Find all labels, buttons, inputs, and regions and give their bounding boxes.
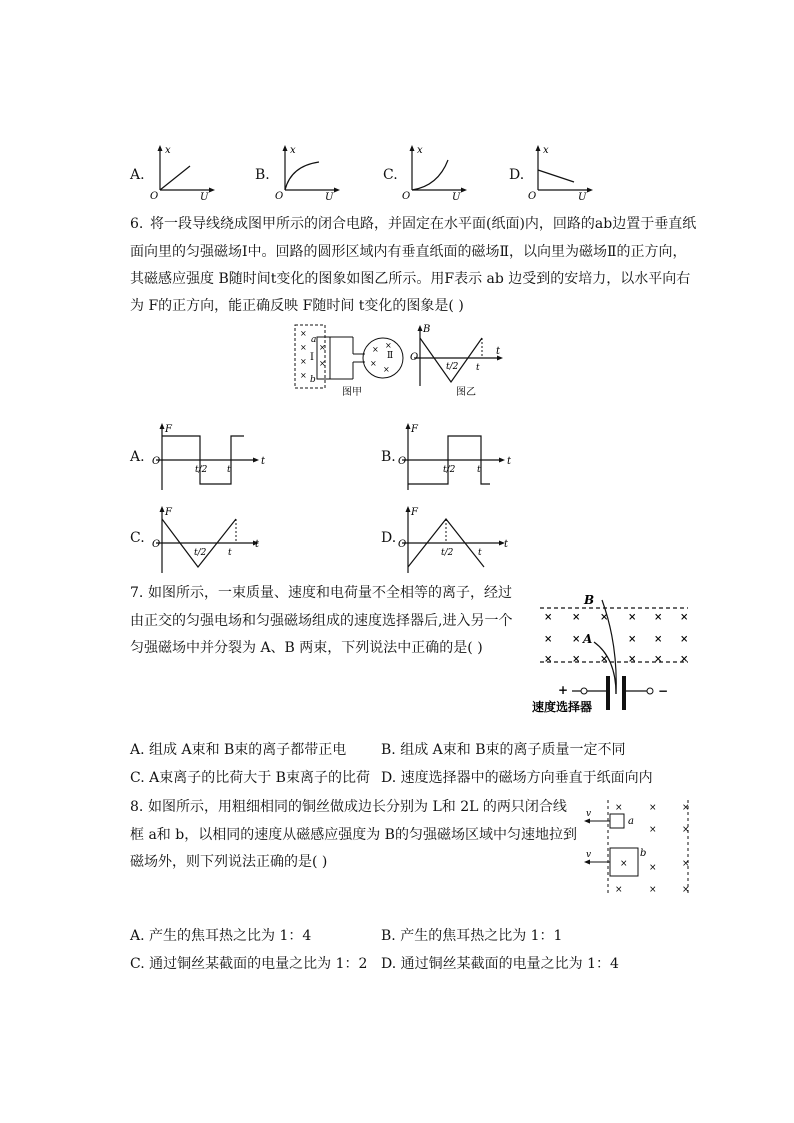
svg-text:t/2: t/2: [446, 362, 459, 372]
q5-c-u: U: [452, 192, 461, 200]
svg-text:×: ×: [572, 612, 581, 623]
label-a: a: [628, 816, 634, 827]
svg-text:t: t: [261, 456, 266, 467]
q5-b-u: U: [325, 192, 334, 200]
svg-text:×: ×: [649, 863, 657, 873]
beam-B-label: B: [584, 593, 595, 607]
svg-text:×: ×: [572, 634, 581, 645]
svg-text:×: ×: [654, 612, 663, 623]
svg-text:×: ×: [682, 859, 690, 869]
svg-text:×: ×: [600, 612, 609, 623]
svg-text:×: ×: [600, 654, 609, 665]
caption-yi: 图乙: [456, 387, 476, 398]
svg-text:×: ×: [544, 612, 553, 623]
svg-text:×: ×: [628, 654, 637, 665]
svg-text:F: F: [411, 424, 418, 435]
q6-graph-c: [150, 503, 270, 575]
svg-text:×: ×: [372, 345, 379, 354]
q6-line-3: 其磁感应强度 B随时间t变化的图象如图乙所示。用F表示 ab 边受到的安培力，以水平向右: [130, 271, 691, 287]
label-b: b: [640, 848, 647, 859]
svg-text:t/2: t/2: [194, 548, 207, 558]
q7-line-2: 由正交的匀强电场和匀强磁场组成的速度选择器后,进入另一个: [130, 613, 513, 629]
q5-graph-d: [526, 142, 596, 200]
q5-option-c-label: C.: [383, 167, 398, 183]
q5-graph-a: [148, 142, 218, 200]
svg-text:O: O: [152, 456, 161, 467]
frame-a: [610, 814, 624, 828]
svg-text:t: t: [255, 539, 260, 550]
q6-option-d-label: D.: [381, 530, 397, 546]
svg-text:×: ×: [370, 359, 377, 368]
svg-text:v: v: [586, 850, 592, 860]
svg-text:×: ×: [383, 365, 390, 374]
q7-line-3: 匀强磁场中并分裂为 A、B 两束，下列说法中正确的是( ): [130, 640, 483, 656]
q7-number: 7.: [130, 585, 144, 601]
q5-a-curve: [160, 166, 190, 190]
svg-text:F: F: [165, 424, 172, 435]
q8-line-2: 框 a和 b，以相同的速度从磁感应强度为 B的匀强磁场区域中匀速地拉到: [130, 827, 577, 843]
label-b: b: [310, 375, 316, 385]
q5-option-a-label: A.: [130, 167, 145, 183]
q8-option-c: C. 通过铜丝某截面的电量之比为 1：2: [130, 956, 368, 972]
svg-text:×: ×: [544, 654, 553, 665]
q8-number: 8.: [130, 799, 144, 815]
q7-option-d: D. 速度选择器中的磁场方向垂直于纸面向内: [381, 770, 653, 786]
q6-option-a-label: A.: [130, 449, 145, 465]
q7-option-a: A. 组成 A束和 B束的离子都带正电: [130, 742, 347, 758]
svg-text:F: F: [411, 507, 418, 518]
q6-figure-jia: [290, 322, 415, 398]
svg-text:t: t: [477, 465, 481, 475]
svg-text:t: t: [228, 548, 232, 558]
beam-A-label: A: [583, 632, 593, 646]
svg-text:t/2: t/2: [443, 465, 456, 475]
svg-text:×: ×: [615, 803, 623, 813]
svg-text:×: ×: [654, 654, 663, 665]
q5-d-u: U: [578, 192, 587, 200]
q8-line-3: 磁场外，则下列说法正确的是( ): [130, 854, 328, 870]
svg-text:×: ×: [649, 803, 657, 813]
svg-text:t: t: [476, 363, 480, 373]
label-I: Ⅰ: [310, 352, 314, 363]
B-t-curve: [420, 338, 482, 382]
q5-a-x: x: [165, 145, 171, 156]
q5-d-x: x: [543, 145, 549, 156]
beam-A-path: [594, 642, 616, 694]
label-II: Ⅱ: [387, 351, 394, 361]
q8-option-a: A. 产生的焦耳热之比为 1：4: [130, 928, 312, 944]
svg-text:×: ×: [680, 612, 689, 623]
svg-text:×: ×: [300, 343, 307, 352]
q8-option-d: D. 通过铜丝某截面的电量之比为 1：4: [381, 956, 619, 972]
q7-line-1: 如图所示，一束质量、速度和电荷量不全相等的离子，经过: [148, 585, 512, 601]
svg-text:t: t: [507, 456, 512, 467]
q5-graph-c: [400, 142, 470, 200]
svg-text:F: F: [165, 507, 172, 518]
svg-text:t/2: t/2: [195, 465, 208, 475]
svg-text:×: ×: [680, 654, 689, 665]
q8-figure: [578, 798, 694, 898]
q5-graph-b: [273, 142, 343, 200]
svg-text:×: ×: [680, 634, 689, 645]
q5-d-o: O: [528, 191, 537, 200]
svg-text:×: ×: [544, 634, 553, 645]
q5-b-o: O: [275, 191, 284, 200]
q7-option-b: B. 组成 A束和 B束的离子质量一定不同: [381, 742, 626, 758]
svg-text:t: t: [227, 465, 231, 475]
q5-option-d-label: D.: [509, 167, 525, 183]
svg-text:×: ×: [572, 654, 581, 665]
q5-b-x: x: [290, 145, 296, 156]
svg-text:O: O: [398, 539, 407, 550]
q6-option-b-label: B.: [381, 449, 396, 465]
svg-text:−: −: [658, 684, 669, 698]
svg-text:×: ×: [649, 825, 657, 835]
svg-text:×: ×: [682, 825, 690, 835]
q5-c-x: x: [417, 145, 423, 156]
q6-number: 6.: [130, 216, 144, 232]
svg-text:t/2: t/2: [441, 548, 454, 558]
selector-caption: 速度选择器: [532, 700, 593, 714]
svg-text:×: ×: [385, 341, 392, 350]
svg-text:t: t: [496, 346, 501, 357]
svg-text:O: O: [398, 456, 407, 467]
svg-text:×: ×: [319, 359, 326, 368]
svg-text:t: t: [504, 539, 509, 550]
svg-text:×: ×: [319, 343, 326, 352]
svg-text:×: ×: [300, 371, 307, 380]
q6-graph-b: [396, 420, 516, 492]
svg-text:×: ×: [628, 612, 637, 623]
svg-text:×: ×: [628, 634, 637, 645]
q6-figure-yi: [408, 322, 508, 398]
svg-text:×: ×: [682, 885, 690, 895]
q6-line-2: 面向里的匀强磁场Ⅰ中。回路的圆形区域内有垂直纸面的磁场Ⅱ，以向里为磁场Ⅱ的正方向，: [130, 244, 687, 260]
q5-a-o: O: [150, 191, 159, 200]
svg-text:×: ×: [300, 357, 307, 366]
svg-text:t: t: [478, 548, 482, 558]
q7-option-c: C. A束离子的比荷大于 B束离子的比荷: [130, 770, 370, 786]
q5-b-curve: [285, 162, 319, 190]
q6-graph-a: [150, 420, 270, 492]
q5-c-o: O: [402, 191, 411, 200]
q5-option-b-label: B.: [255, 167, 270, 183]
svg-text:×: ×: [300, 329, 307, 338]
svg-text:×: ×: [620, 859, 628, 869]
svg-text:B: B: [423, 324, 431, 335]
q6-option-c-label: C.: [130, 530, 145, 546]
svg-text:×: ×: [649, 885, 657, 895]
q8-line-1: 如图所示，用粗细相同的铜丝做成边长分别为 L和 2L 的两只闭合线: [148, 799, 567, 815]
svg-text:+: +: [558, 683, 569, 697]
svg-text:×: ×: [615, 885, 623, 895]
q6-graph-d: [396, 503, 516, 575]
svg-text:×: ×: [654, 634, 663, 645]
q5-d-curve: [538, 170, 574, 182]
label-a: a: [311, 335, 317, 345]
svg-text:O: O: [410, 352, 419, 363]
q6-line-4: 为 F的正方向，能正确反映 F随时间 t变化的图象是( ): [130, 298, 464, 314]
svg-text:×: ×: [682, 803, 690, 813]
q7-figure: [528, 590, 694, 720]
q6-line-1: 将一段导线绕成图甲所示的闭合电路，并固定在水平面(纸面)内，回路的ab边置于垂直纸: [150, 216, 697, 232]
q5-c-curve: [412, 160, 448, 190]
q8-option-b: B. 产生的焦耳热之比为 1：1: [381, 928, 563, 944]
svg-text:v: v: [586, 809, 592, 819]
q5-a-u: U: [200, 192, 209, 200]
caption-jia: 图甲: [342, 387, 362, 398]
svg-text:O: O: [152, 539, 161, 550]
